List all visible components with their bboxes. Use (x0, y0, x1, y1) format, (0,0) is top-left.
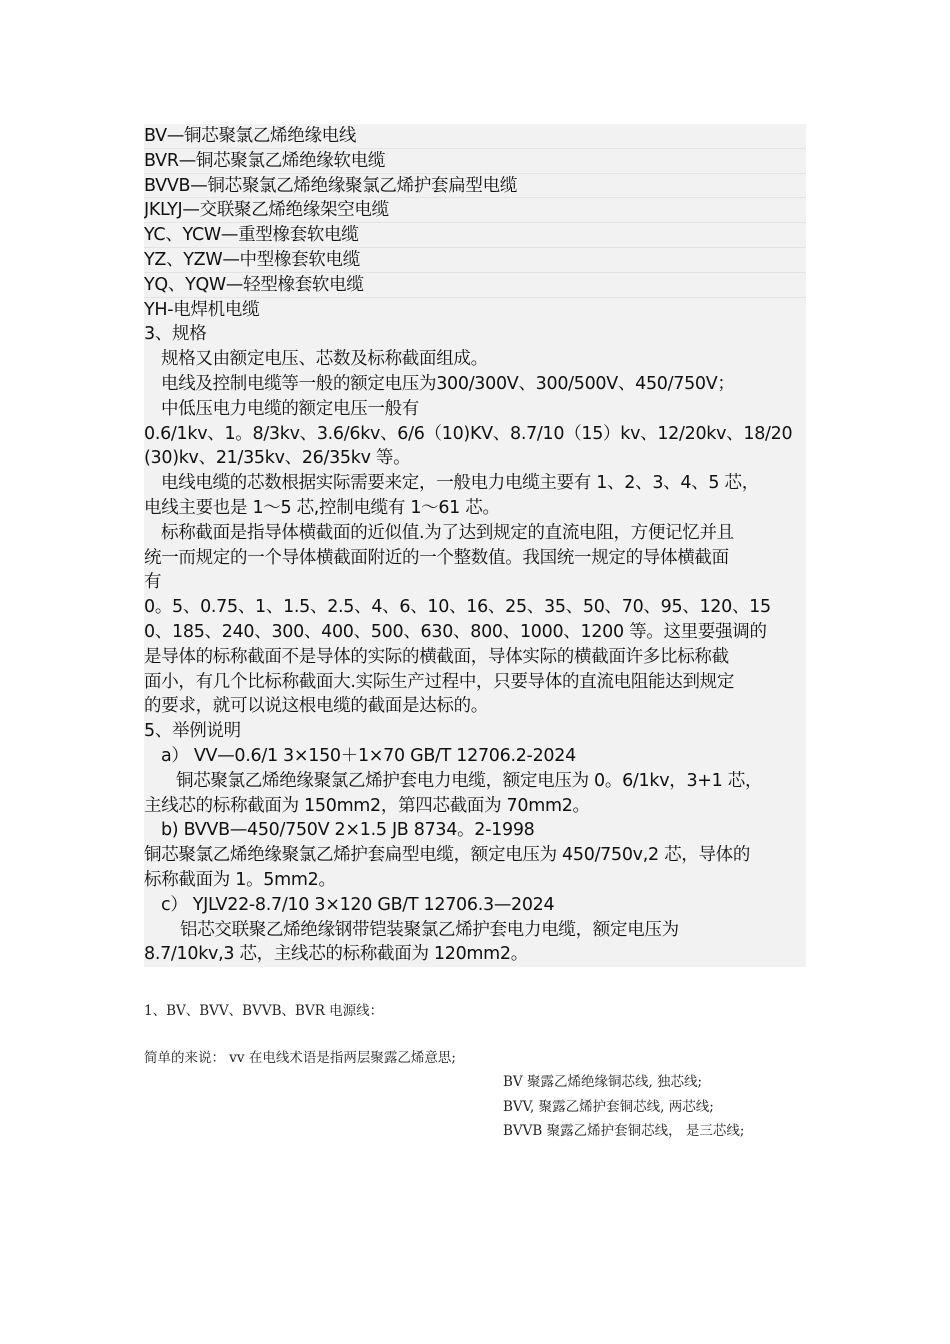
text-line: 电线电缆的芯数根据实际需要来定，一般电力电缆主要有 1、2、3、4、5 芯， (161, 473, 759, 494)
text-line: 电线及控制电缆等一般的额定电压为300/300V、300/500V、450/750V； (161, 373, 735, 394)
text-line: BVR—铜芯聚氯乙烯绝缘软电缆 (144, 149, 806, 174)
text-line: 是导体的标称截面不是导体的实际的横截面，导体实际的横截面许多比标称截 (144, 646, 729, 667)
text-line: 有 (144, 572, 162, 593)
example-title: b) BVVB—450/750V 2×1.5 JB 8734。2-1998 (161, 820, 535, 841)
text-line: 铜芯聚氯乙烯绝缘聚氯乙烯护套扁型电缆，额定电压为 450/750v,2 芯，导体的 (144, 845, 751, 866)
text-line: BVVB—铜芯聚氯乙烯绝缘聚氯乙烯护套扁型电缆 (144, 174, 806, 199)
text-line: 统一而规定的一个导体横截面附近的一个整数值。我国统一规定的导体横截面 (144, 547, 729, 568)
text-line: 的要求，就可以说这根电缆的截面是达标的。 (144, 696, 488, 717)
text-line: (30)kv、21/35kv、26/35kv 等。 (144, 448, 411, 469)
text-line: 电线主要也是 1～5 芯,控制电缆有 1～61 芯。 (144, 497, 500, 518)
text-line: 规格又由额定电压、芯数及标称截面组成。 (161, 349, 488, 370)
text-line: 中低压电力电缆的额定电压一般有 (161, 398, 419, 419)
text-line: 标称截面是指导体横截面的近似值.为了达到规定的直流电阻，方便记忆并且 (161, 522, 734, 543)
text-line: 标称截面为 1。5mm2。 (144, 869, 336, 890)
example-title: c） YJLV22-8.7/10 3×120 GB/T 12706.3—2024 (161, 894, 555, 915)
text-line: 0、185、240、300、400、500、630、800、1000、1200 等。这里要强调的 (144, 621, 767, 642)
example-title: a） VV—0.6/1 3×150＋1×70 GB/T 12706.2-2024 (161, 745, 576, 766)
text-line: 8.7/10kv,3 芯，主线芯的标称截面为 120mm2。 (144, 944, 528, 965)
item-bvv: BVV, 聚露乙烯护套铜芯线, 两芯线; (503, 1099, 714, 1115)
text-line: YQ、YQW—轻型橡套软电缆 (144, 273, 806, 298)
text-line: 面小，有几个比标称截面大.实际生产过程中，只要导体的直流电阻能达到规定 (144, 671, 735, 692)
section-heading: 5、举例说明 (144, 721, 241, 742)
text-line: 0。5、0.75、1、1.5、2.5、4、6、10、16、25、35、50、70、95、120、15 (144, 597, 771, 618)
section-heading: 3、规格 (144, 324, 207, 345)
text-line: 铜芯聚氯乙烯绝缘聚氯乙烯护套电力电缆，额定电压为 0。6/1kv，3+1 芯， (176, 770, 763, 791)
text-line: YC、YCW—重型橡套软电缆 (144, 223, 806, 248)
text-line: BV—铜芯聚氯乙烯绝缘电线 (144, 124, 806, 149)
text-line: 主线芯的标称截面为 150mm2，第四芯截面为 70mm2。 (144, 795, 590, 816)
text-line: YZ、YZW—中型橡套软电缆 (144, 248, 806, 273)
intro-line: 简单的来说： vv 在电线术语是指两层聚露乙烯意思; (144, 1050, 456, 1066)
item-bvvb: BVVB 聚露乙烯护套铜芯线， 是三芯线; (503, 1123, 745, 1139)
text-line: JKLYJ—交联聚乙烯绝缘架空电缆 (144, 198, 806, 223)
cable-spec-block (144, 124, 806, 967)
item-bv: BV 聚露乙烯绝缘铜芯线, 独芯线; (503, 1074, 703, 1090)
text-line: YH-电焊机电缆 (144, 299, 260, 320)
power-cable-heading: 1、BV、BVV、BVVB、BVR 电源线： (144, 1003, 384, 1019)
text-line: 0.6/1kv、1。8/3kv、3.6/6kv、6/6（10)KV、8.7/10（15）kv、12/20kv、18/20 (144, 423, 793, 444)
text-line: 铝芯交联聚乙烯绝缘钢带铠装聚氯乙烯护套电力电缆，额定电压为 (180, 919, 679, 940)
